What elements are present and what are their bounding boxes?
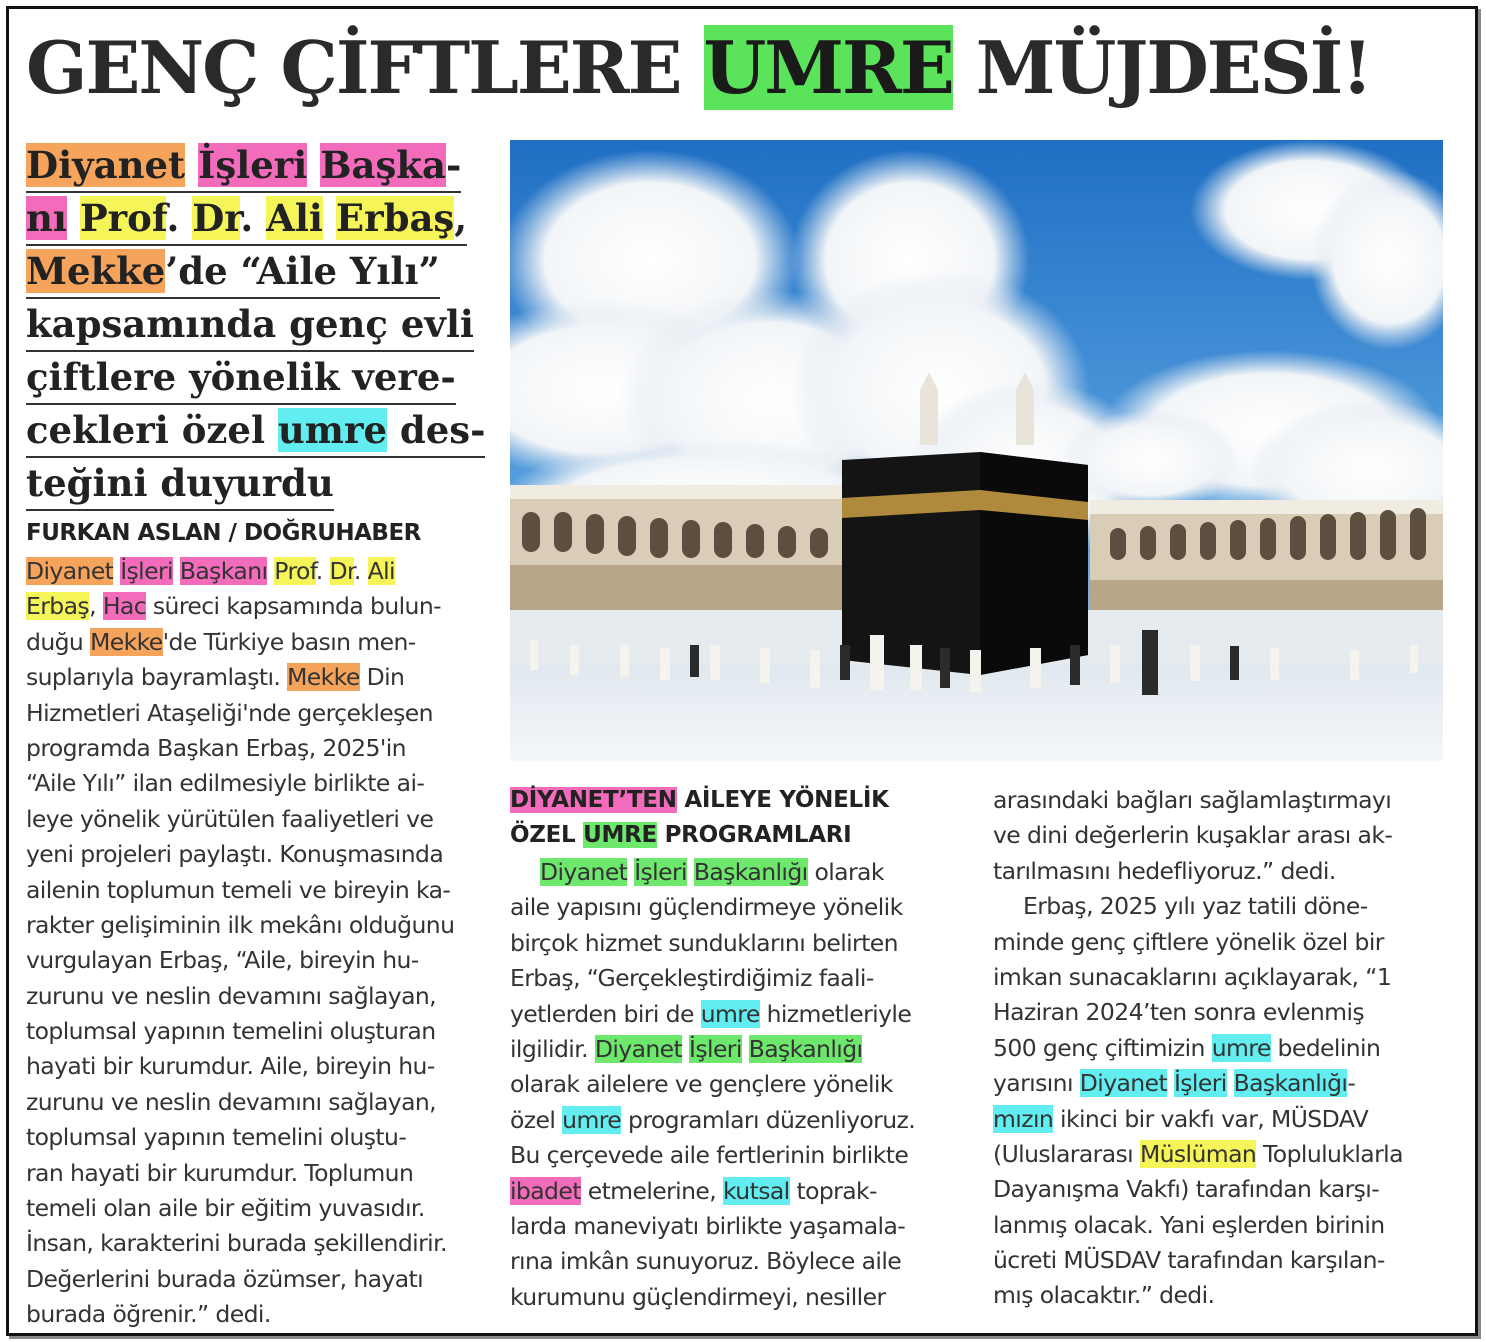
col2-line: [510, 1209, 960, 1244]
headline-post: MÜJDESİ!: [952, 25, 1371, 110]
highlighted-term: umre: [277, 408, 387, 452]
text-segment: İnsan, karakterini burada şekillendirir.: [26, 1229, 447, 1258]
text-segment: ailenin toplumun temeli ve bireyin ka-: [26, 875, 451, 904]
text-segment: [185, 143, 198, 187]
col2-line: [510, 997, 960, 1032]
text-segment: duğu: [26, 627, 91, 656]
kaaba-photo-image: [510, 140, 1443, 761]
text-segment: yeni projeleri paylaştı. Konuşmasında: [26, 840, 444, 869]
col2-line: [510, 1032, 960, 1067]
highlighted-term: Mekke: [90, 627, 163, 656]
deck: [26, 140, 486, 511]
text-segment: hayati bir kurumdur. Aile, bireyin hu-: [26, 1052, 435, 1081]
text-segment: olarak ailelere ve gençlere yönelik: [510, 1070, 893, 1099]
col1-line: [26, 1297, 486, 1332]
col3-line: [993, 1066, 1453, 1101]
text-segment: temeli olan aile bir eğitim yuvasıdır.: [26, 1194, 425, 1223]
subhead: [510, 783, 889, 853]
subhead-line: [510, 783, 889, 818]
highlighted-term: Diyanet: [1079, 1069, 1168, 1098]
col3-line: [993, 1172, 1453, 1207]
text-segment: kapsamında genç evli: [26, 302, 474, 346]
text-segment: tarılmasını hedefliyoruz.” dedi.: [993, 856, 1336, 885]
col1-line: [26, 1014, 486, 1049]
col2-line: [510, 1067, 960, 1102]
highlighted-term: umre: [1211, 1033, 1271, 1062]
col1-line: [26, 589, 486, 624]
col1-line: [26, 873, 486, 908]
text-segment: [307, 143, 320, 187]
text-segment: ’de “Aile Yılı”: [165, 249, 440, 293]
highlighted-term: Başkanı: [179, 557, 268, 585]
text-segment: hizmetleriyle: [759, 999, 912, 1028]
deck-line: [26, 299, 474, 352]
highlighted-term: Prof: [79, 196, 167, 240]
col1-line: [26, 554, 486, 589]
deck-line: [26, 140, 461, 193]
text-segment: .: [353, 557, 368, 585]
text-segment: rakter gelişiminin ilk mekânı olduğunu: [26, 910, 455, 939]
highlighted-term: Başkanlığı: [693, 858, 808, 886]
text-segment: yetlerden biri de: [510, 999, 701, 1028]
byline: FURKAN ASLAN / DOĞRUHABER: [26, 520, 421, 546]
col3-line: [993, 1278, 1453, 1313]
col3-line: [993, 889, 1453, 924]
col1-line: [26, 908, 486, 943]
col1-line: [26, 1262, 486, 1297]
col1-line: [26, 696, 486, 731]
col3-line: [993, 1243, 1453, 1278]
text-segment: bedelinin: [1270, 1033, 1381, 1062]
text-segment: ,: [89, 592, 103, 621]
col3-line: [993, 1208, 1453, 1243]
col2-line: [510, 855, 960, 890]
highlighted-term: Diyanet: [594, 1034, 683, 1063]
text-segment: etmelerine,: [580, 1176, 724, 1205]
text-segment: toplumsal yapının temelini oluşturan: [26, 1017, 436, 1046]
text-segment: [67, 196, 80, 240]
headline-pre: GENÇ ÇİFTLERE: [26, 25, 704, 110]
col2-line: [510, 1244, 960, 1279]
text-segment: zurunu ve neslin devamını sağlayan,: [26, 1087, 437, 1116]
text-segment: teğini duyurdu: [26, 461, 334, 505]
text-segment: birçok hizmet sunduklarını belirten: [510, 928, 898, 957]
highlighted-term: İşleri: [198, 143, 308, 187]
article-column-2: [510, 855, 960, 1315]
text-segment: Dayanışma Vakfı) tarafından karşı-: [993, 1175, 1380, 1204]
text-segment: cekleri özel: [26, 408, 278, 452]
text-segment: larda maneviyatı birlikte yaşamala-: [510, 1211, 906, 1240]
text-segment: arasındaki bağları sağlamlaştırmayı: [993, 786, 1392, 814]
deck-line: [26, 193, 467, 246]
text-segment: suplarıyla bayramlaştı.: [26, 663, 288, 692]
highlighted-term: Diyanet: [540, 858, 628, 886]
text-segment: toplumsal yapının temelini oluştu-: [26, 1123, 407, 1152]
highlighted-term: Prof: [274, 557, 316, 585]
article-column-3: [993, 783, 1453, 1314]
col2-line: [510, 1103, 960, 1138]
col3-line: [993, 1137, 1453, 1172]
highlighted-term: Başkanlığı: [748, 1034, 863, 1063]
highlighted-term: Mekke: [26, 249, 166, 293]
text-segment: ve dini değerlerin kuşaklar arası ak-: [993, 821, 1393, 850]
highlighted-term: Ali: [266, 196, 323, 240]
deck-line: [26, 405, 485, 458]
text-segment: .: [166, 196, 193, 240]
text-segment: [1227, 1069, 1234, 1097]
col3-line: [993, 925, 1453, 960]
col1-line: [26, 979, 486, 1014]
highlighted-term: İşleri: [1173, 1069, 1227, 1098]
highlighted-term: nı: [26, 196, 67, 240]
col3-line: [993, 1031, 1453, 1066]
col2-line: [510, 890, 960, 925]
text-segment: PROGRAMLARI: [656, 822, 852, 848]
text-segment: [323, 196, 336, 240]
text-segment: toprak-: [789, 1176, 877, 1205]
text-segment: programda Başkan Erbaş, 2025'in: [26, 733, 406, 762]
col1-line: [26, 1120, 486, 1155]
highlighted-term: Diyanet: [26, 557, 114, 585]
col3-line: [993, 783, 1453, 818]
text-segment: Erbaş, 2025 yılı yaz tatili döne-: [1023, 892, 1368, 921]
col1-line: [26, 943, 486, 978]
col1-line: [26, 837, 486, 872]
text-segment: imkan sunacaklarını açıklayarak, “1: [993, 962, 1392, 991]
text-segment: lanmış olacak. Yani eşlerden birinin: [993, 1210, 1385, 1239]
text-segment: Topluluklarla: [1256, 1139, 1403, 1168]
highlighted-term: Müslüman: [1139, 1139, 1257, 1168]
text-segment: zurunu ve neslin devamını sağlayan,: [26, 981, 437, 1010]
text-segment: Din: [359, 663, 405, 692]
kaaba-photo: [510, 140, 1443, 761]
text-segment: ikinci bir vakfı var, MÜSDAV: [1053, 1104, 1369, 1133]
col3-line: [993, 995, 1453, 1030]
highlighted-term: mızın: [993, 1104, 1054, 1133]
text-segment: (Uluslararası: [993, 1139, 1140, 1168]
col1-line: [26, 1085, 486, 1120]
highlighted-term: DİYANET’TEN: [510, 787, 677, 813]
text-segment: minde genç çiftlere yönelik özel bir: [993, 927, 1384, 956]
text-segment: kurumunu güçlendirmeyi, nesiller: [510, 1282, 886, 1311]
col3-line: [993, 960, 1453, 995]
text-segment: des-: [387, 408, 486, 452]
text-segment: 500 genç çiftimizin: [993, 1033, 1212, 1062]
highlighted-term: Erbaş: [26, 592, 90, 621]
subhead-line: [510, 818, 889, 853]
highlighted-term: kutsal: [723, 1176, 790, 1205]
highlighted-term: UMRE: [583, 822, 657, 848]
text-segment: 'de Türkiye basın men-: [162, 627, 416, 656]
col1-line: [26, 1191, 486, 1226]
col1-line: [26, 731, 486, 766]
col2-line: [510, 1280, 960, 1315]
highlighted-term: umre: [562, 1105, 622, 1134]
text-segment: -: [445, 143, 462, 187]
col1-line: [26, 802, 486, 837]
text-segment: ÖZEL: [510, 822, 584, 848]
text-segment: ran hayati bir kurumdur. Toplumun: [26, 1158, 414, 1187]
highlighted-term: Dr: [192, 196, 241, 240]
highlighted-term: Ali: [367, 557, 395, 585]
text-segment: [687, 858, 694, 886]
text-segment: Erbaş, “Gerçekleştirdiğimiz faali-: [510, 964, 874, 993]
deck-line: [26, 352, 456, 405]
text-segment: ilgilidir.: [510, 1034, 595, 1063]
text-segment: -: [1347, 1069, 1356, 1098]
col3-line: [993, 854, 1453, 889]
text-segment: vurgulayan Erbaş, “Aile, bireyin hu-: [26, 946, 419, 975]
text-segment: ücreti MÜSDAV tarafından karşılan-: [993, 1246, 1385, 1275]
highlighted-term: İşleri: [120, 557, 173, 585]
text-segment: Hizmetleri Ataşeliği'nde gerçekleşen: [26, 698, 433, 727]
text-segment: çiftlere yönelik vere-: [26, 355, 456, 399]
col1-line: [26, 1156, 486, 1191]
text-segment: aile yapısını güçlendirmeye yönelik: [510, 893, 903, 922]
text-segment: ,: [454, 196, 468, 240]
col1-line: [26, 660, 486, 695]
highlighted-term: umre: [700, 999, 760, 1028]
text-segment: Değerlerini burada özümser, hayatı: [26, 1264, 424, 1293]
text-segment: burada öğrenir.” dedi.: [26, 1300, 271, 1329]
highlighted-term: ibadet: [510, 1176, 581, 1205]
highlighted-term: Başkanlığı: [1233, 1069, 1348, 1098]
highlighted-term: İşleri: [634, 858, 687, 886]
text-segment: süreci kapsamında bulun-: [146, 592, 442, 621]
text-segment: AİLEYE YÖNELİK: [676, 787, 889, 813]
headline: [26, 18, 1466, 118]
highlighted-term: Erbaş: [335, 196, 455, 240]
headline-highlight: UMRE: [703, 25, 953, 110]
text-segment: yarısını: [993, 1069, 1080, 1098]
col3-line: [993, 1102, 1453, 1137]
text-segment: [173, 557, 180, 585]
highlighted-term: Başka: [320, 143, 446, 187]
deck-line: [26, 246, 440, 299]
col2-line: [510, 1174, 960, 1209]
highlighted-term: Hac: [102, 592, 147, 621]
text-segment: leye yönelik yürütülen faaliyetleri ve: [26, 804, 434, 833]
col2-line: [510, 1138, 960, 1173]
text-segment: .: [315, 557, 330, 585]
text-segment: [1167, 1069, 1174, 1097]
text-segment: “Aile Yılı” ilan edilmesiyle birlikte ai-: [26, 769, 425, 798]
highlighted-term: Dr: [329, 557, 354, 585]
text-segment: Haziran 2024’ten sonra evlenmiş: [993, 998, 1365, 1027]
text-segment: [742, 1035, 749, 1063]
highlighted-term: Diyanet: [26, 143, 186, 187]
col3-line: [993, 818, 1453, 853]
col2-line: [510, 961, 960, 996]
text-segment: mış olacaktır.” dedi.: [993, 1281, 1215, 1310]
text-segment: özel: [510, 1105, 563, 1134]
highlighted-term: İşleri: [689, 1034, 742, 1063]
article-column-1: [26, 554, 486, 1333]
text-segment: .: [240, 196, 267, 240]
col2-line: [510, 926, 960, 961]
col1-line: [26, 1226, 486, 1261]
col1-line: [26, 766, 486, 801]
text-segment: Bu çerçevede aile fertlerinin birlikte: [510, 1141, 909, 1170]
text-segment: rına imkân sunuyoruz. Böylece aile: [510, 1247, 902, 1276]
text-segment: programları düzenliyoruz.: [621, 1105, 916, 1134]
deck-line: [26, 458, 334, 511]
col1-line: [26, 625, 486, 660]
highlighted-term: Mekke: [287, 663, 360, 692]
text-segment: olarak: [807, 858, 884, 886]
col1-line: [26, 1049, 486, 1084]
